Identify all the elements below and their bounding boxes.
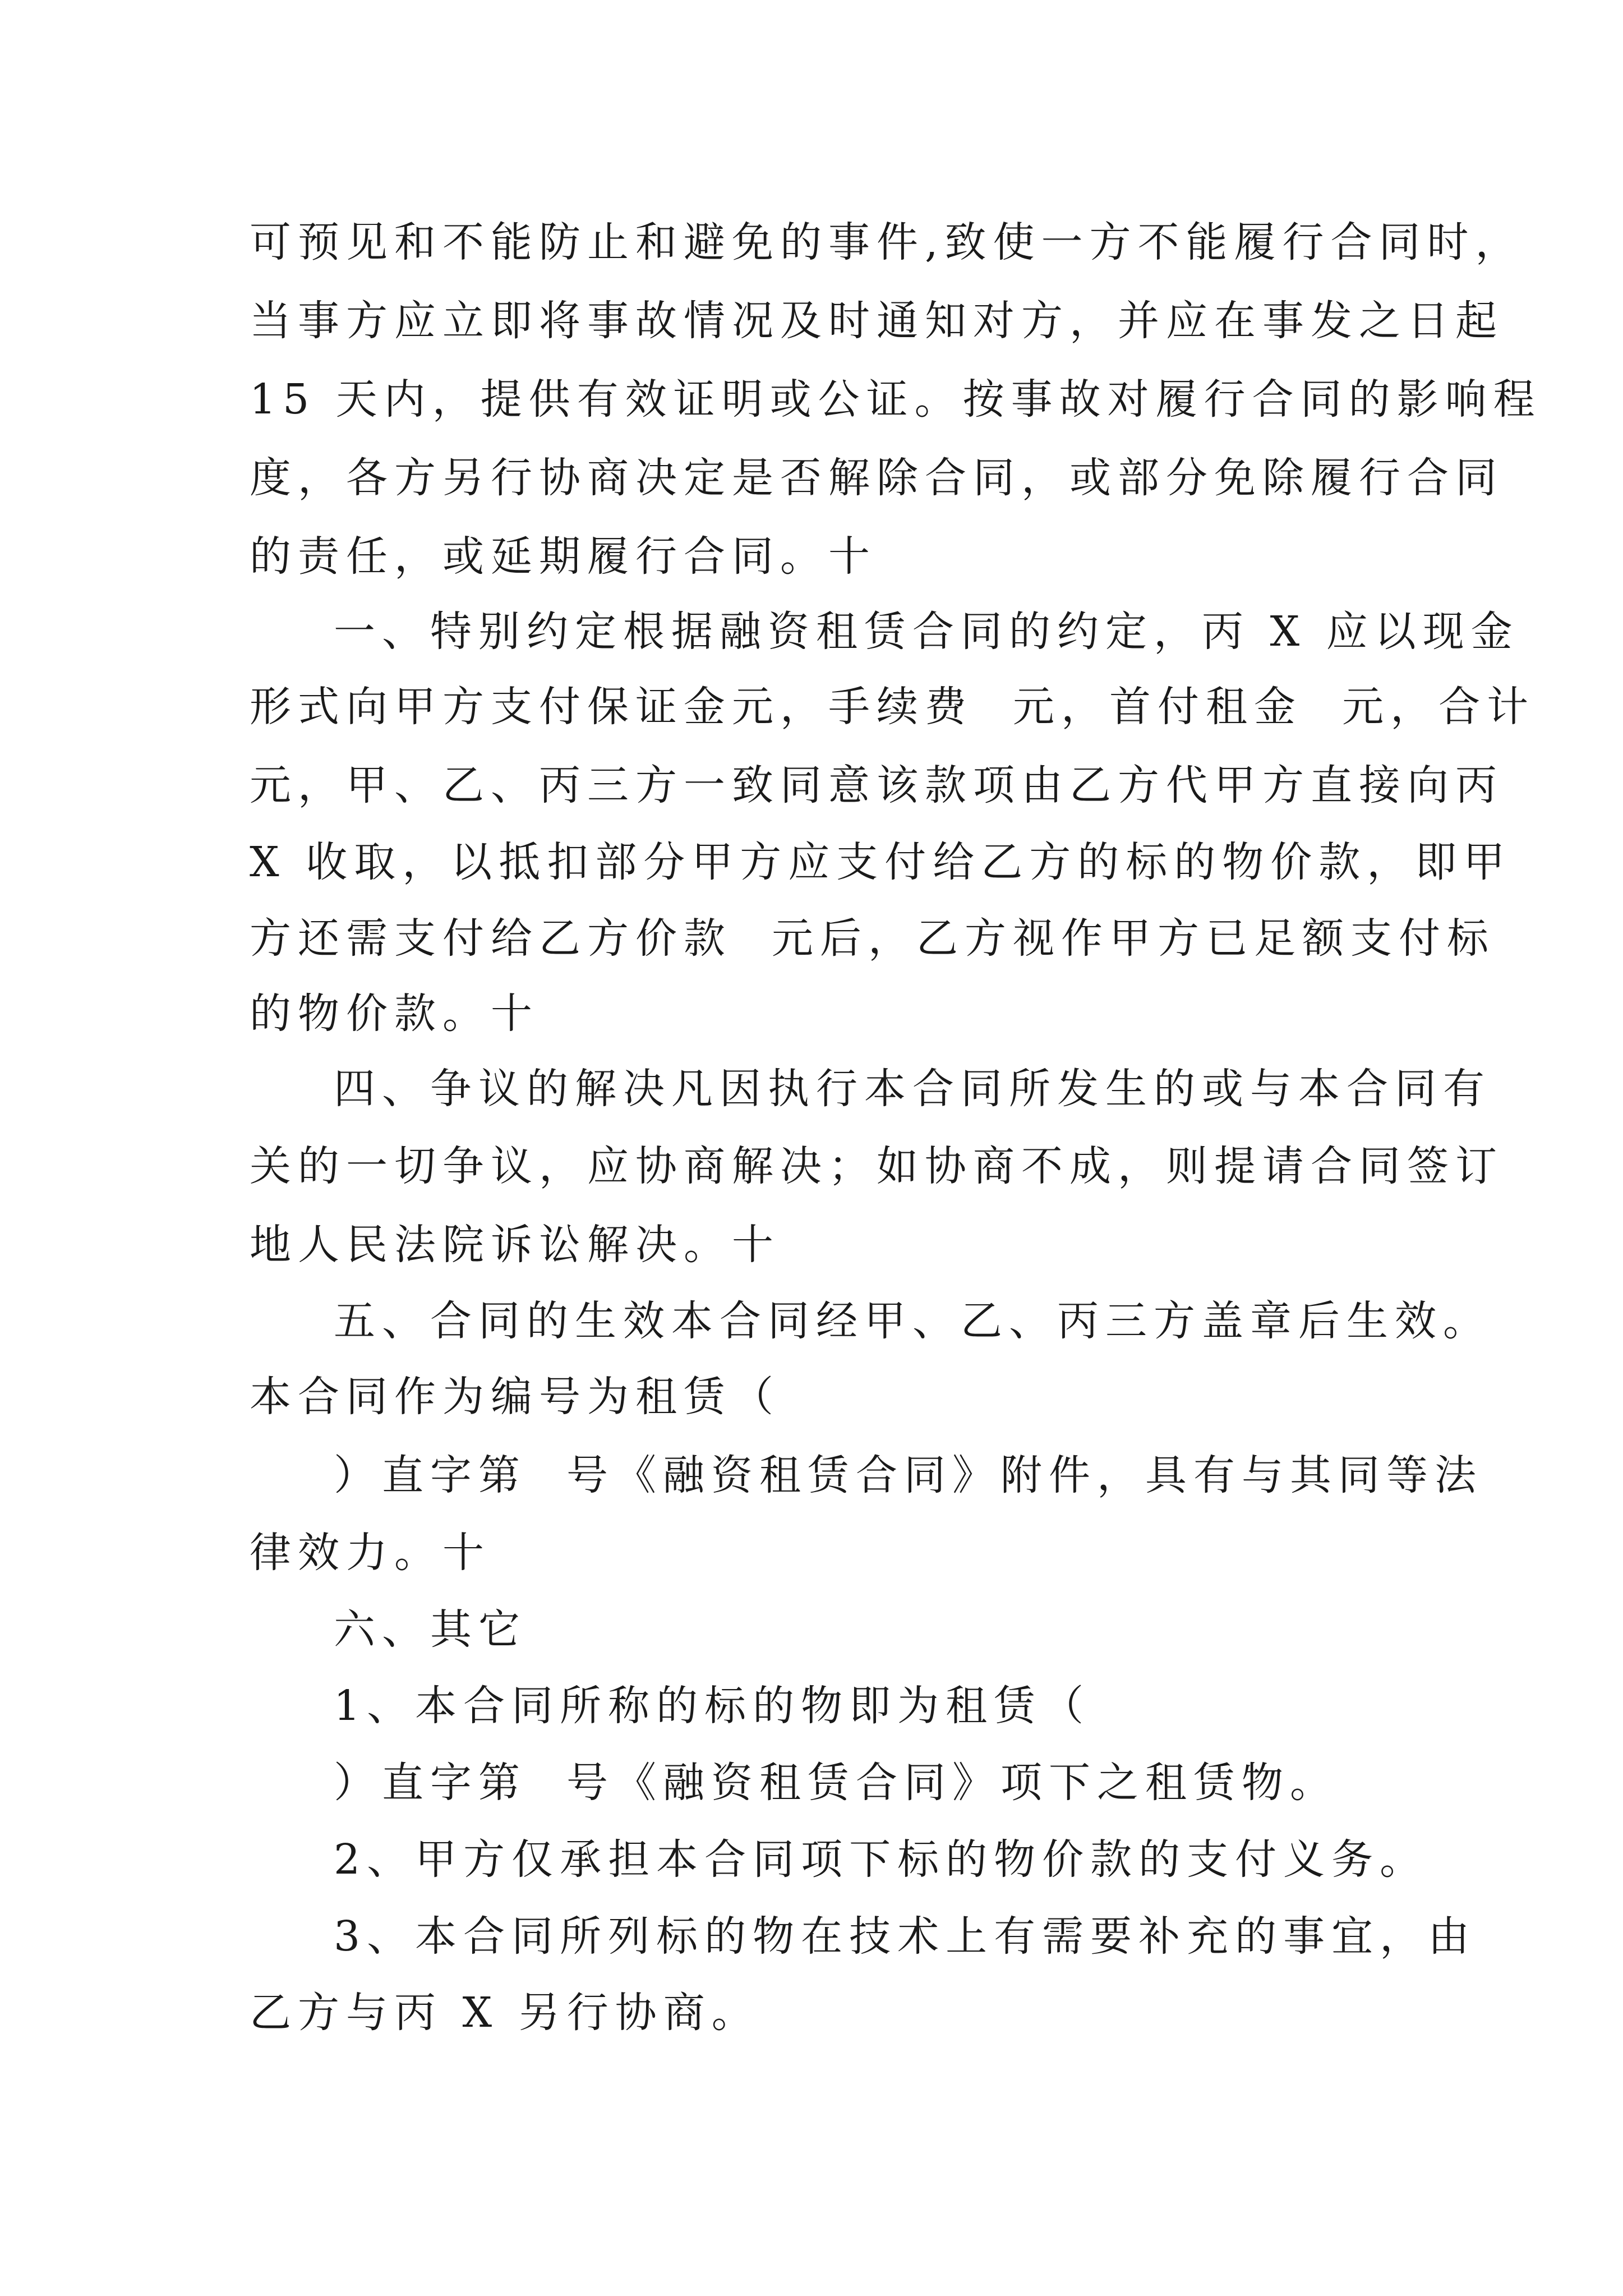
text-line: 四、争议的解决凡因执行本合同所发生的或与本合同有: [334, 1065, 1491, 1113]
text-line: 律效力。十: [250, 1529, 491, 1577]
text-line: X 收取，以抵扣部分甲方应支付给乙方的标的物价款，即甲: [250, 838, 1512, 886]
text-line: 地人民法院诉讼解决。十: [250, 1221, 780, 1269]
text-line: 的物价款。十: [250, 990, 539, 1038]
text-line: 乙方与丙 X 另行协商。: [250, 1989, 760, 2037]
text-line: 可预见和不能防止和避免的事件,致使一方不能履行合同时，: [250, 218, 1524, 266]
text-line: 关的一切争议，应协商解决；如协商不成，则提请合同签订: [250, 1142, 1504, 1190]
text-line: 1、本合同所称的标的物即为租赁（: [334, 1682, 1091, 1730]
text-line: 元，甲、乙、丙三方一致同意该款项由乙方代甲方直接向丙: [250, 761, 1504, 809]
text-line: ）直字第 号《融资租赁合同》附件，具有与其同等法: [334, 1451, 1483, 1499]
text-line: 六、其它: [334, 1605, 527, 1654]
text-line: 形式向甲方支付保证金元，手续费 元，首付租金 元，合计: [250, 683, 1536, 731]
text-line: 一、特别约定根据融资租赁合同的约定，丙 X 应以现金: [334, 608, 1519, 656]
text-line: 本合同作为编号为租赁（: [250, 1373, 780, 1421]
text-line: 度，各方另行协商决定是否解除合同，或部分免除履行合同: [250, 454, 1504, 502]
text-line: 15 天内，提供有效证明或公证。按事故对履行合同的影响程: [250, 375, 1542, 424]
text-line: 2、甲方仅承担本合同项下标的物价款的支付义务。: [334, 1835, 1428, 1884]
text-line: 方还需支付给乙方价款 元后，乙方视作甲方已足额支付标: [250, 914, 1496, 963]
text-line: 3、本合同所列标的物在技术上有需要补充的事宜，由: [334, 1912, 1477, 1961]
text-line: 五、合同的生效本合同经甲、乙、丙三方盖章后生效。: [334, 1297, 1491, 1345]
text-line: ）直字第 号《融资租赁合同》项下之租赁物。: [334, 1759, 1339, 1807]
text-line: 当事方应立即将事故情况及时通知对方，并应在事发之日起: [250, 297, 1504, 345]
text-line: 的责任，或延期履行合同。十: [250, 532, 877, 581]
